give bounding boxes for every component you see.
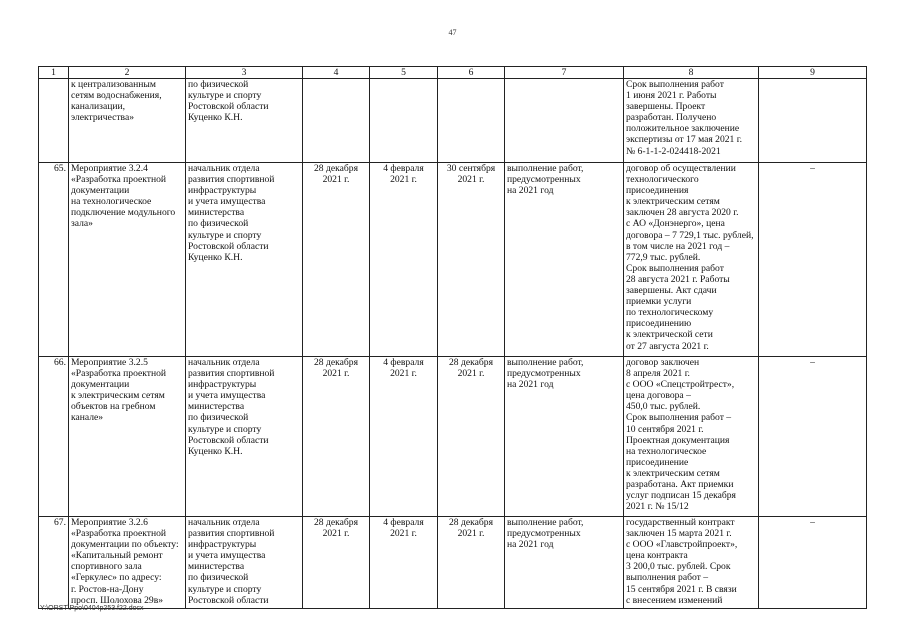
end-date-cell (438, 79, 505, 163)
plan-result-cell: выполнение работ, предусмотренных на 2021 год (505, 163, 624, 357)
event-cell: Мероприятие 3.2.6 «Разработка проектной документации по объекту: «Капитальный ремонт спортивного зала «Геркулес» по адресу: г. Ростов-на-Дону просп. Шолохова 29в» (69, 517, 186, 609)
plan-result-cell: выполнение работ, предусмотренных на 2021 год (505, 357, 624, 517)
table-row (39, 517, 867, 609)
responsible-cell: начальник отдела развития спортивной инфраструктуры и учета имущества министерства по физической культуре и спорту Ростовской области (186, 517, 303, 609)
column-header: 6 (438, 67, 505, 79)
start-date-cell: 4 февраля 2021 г. (370, 163, 438, 357)
fact-result-cell: договор об осуществлении технологического присоединения к электрическим сетям заключен 28 августа 2020 г. с АО «Донэнерго», цена договора – 7 729,1 тыс. рублей, в том числе на 2021 год – 772,9 тыс. рублей. Срок выполнения работ 28 августа 2021 г. Работы завершены. Акт сдачи приемки услуги по технологическому присоединению к электрической сети от 27 августа 2021 г. (624, 163, 759, 357)
event-cell: к централизованным сетям водоснабжения, канализации, электричества» (69, 79, 186, 163)
responsible-cell: начальник отдела развития спортивной инфраструктуры и учета имущества министерства по физической культуре и спорту Ростовской области Куценко К.Н. (186, 163, 303, 357)
table-row (39, 79, 867, 163)
file-path-footer: Y:\ORST\Ppo\0404p253.f22.docx (40, 605, 144, 612)
end-date-cell: 28 декабря 2021 г. (438, 357, 505, 517)
event-cell: Мероприятие 3.2.4 «Разработка проектной документации на технологическое подключение модульного зала» (69, 163, 186, 357)
row-number (39, 79, 69, 163)
column-header: 3 (186, 67, 303, 79)
table-row (39, 357, 867, 517)
plan-date-cell: 28 декабря 2021 г. (303, 357, 370, 517)
end-date-cell: 28 декабря 2021 г. (438, 517, 505, 609)
plan-date-cell: 28 декабря 2021 г. (303, 163, 370, 357)
column-header: 1 (39, 67, 69, 79)
end-date-cell: 30 сентября 2021 г. (438, 163, 505, 357)
fact-result-cell: государственный контракт заключен 15 марта 2021 г. с ООО «Главстройпроект», цена контракта 3 200,0 тыс. рублей. Срок выполнения работ – 15 сентября 2021 г. В связи с внесением изменений (624, 517, 759, 609)
plan-date-cell: 28 декабря 2021 г. (303, 517, 370, 609)
column-header: 4 (303, 67, 370, 79)
row-number: 67. (39, 517, 69, 609)
column-header: 8 (624, 67, 759, 79)
start-date-cell: 4 февраля 2021 г. (370, 517, 438, 609)
page-number: 47 (448, 28, 457, 37)
row-number: 66. (39, 357, 69, 517)
event-cell: Мероприятие 3.2.5 «Разработка проектной документации к электрическим сетям объектов на гребном канале» (69, 357, 186, 517)
column-header: 7 (505, 67, 624, 79)
plan-result-cell: выполнение работ, предусмотренных на 2021 год (505, 517, 624, 609)
note-cell (759, 79, 867, 163)
note-cell: – (759, 357, 867, 517)
start-date-cell (370, 79, 438, 163)
report-table (38, 66, 867, 609)
start-date-cell: 4 февраля 2021 г. (370, 357, 438, 517)
responsible-cell: по физической культуре и спорту Ростовской области Куценко К.Н. (186, 79, 303, 163)
table-row (39, 163, 867, 357)
plan-result-cell (505, 79, 624, 163)
column-header: 9 (759, 67, 867, 79)
note-cell: – (759, 517, 867, 609)
column-header: 2 (69, 67, 186, 79)
fact-result-cell: договор заключен 8 апреля 2021 г. с ООО «Спецстройтрест», цена договора – 450,0 тыс. рублей. Срок выполнения работ – 10 сентября 2021 г. Проектная документация на технологическое присоединение к электрическим сетям разработана. Акт приемки услуг подписан 15 декабря 2021 г. № 15/12 (624, 357, 759, 517)
responsible-cell: начальник отдела развития спортивной инфраструктуры и учета имущества министерства по физической культуре и спорту Ростовской области Куценко К.Н. (186, 357, 303, 517)
fact-result-cell: Срок выполнения работ 1 июня 2021 г. Работы завершены. Проект разработан. Получено положительное заключение экспертизы от 17 мая 2021 г. № 6-1-1-2-024418-2021 (624, 79, 759, 163)
header-row (39, 67, 867, 79)
note-cell: – (759, 163, 867, 357)
row-number: 65. (39, 163, 69, 357)
column-header: 5 (370, 67, 438, 79)
plan-date-cell (303, 79, 370, 163)
